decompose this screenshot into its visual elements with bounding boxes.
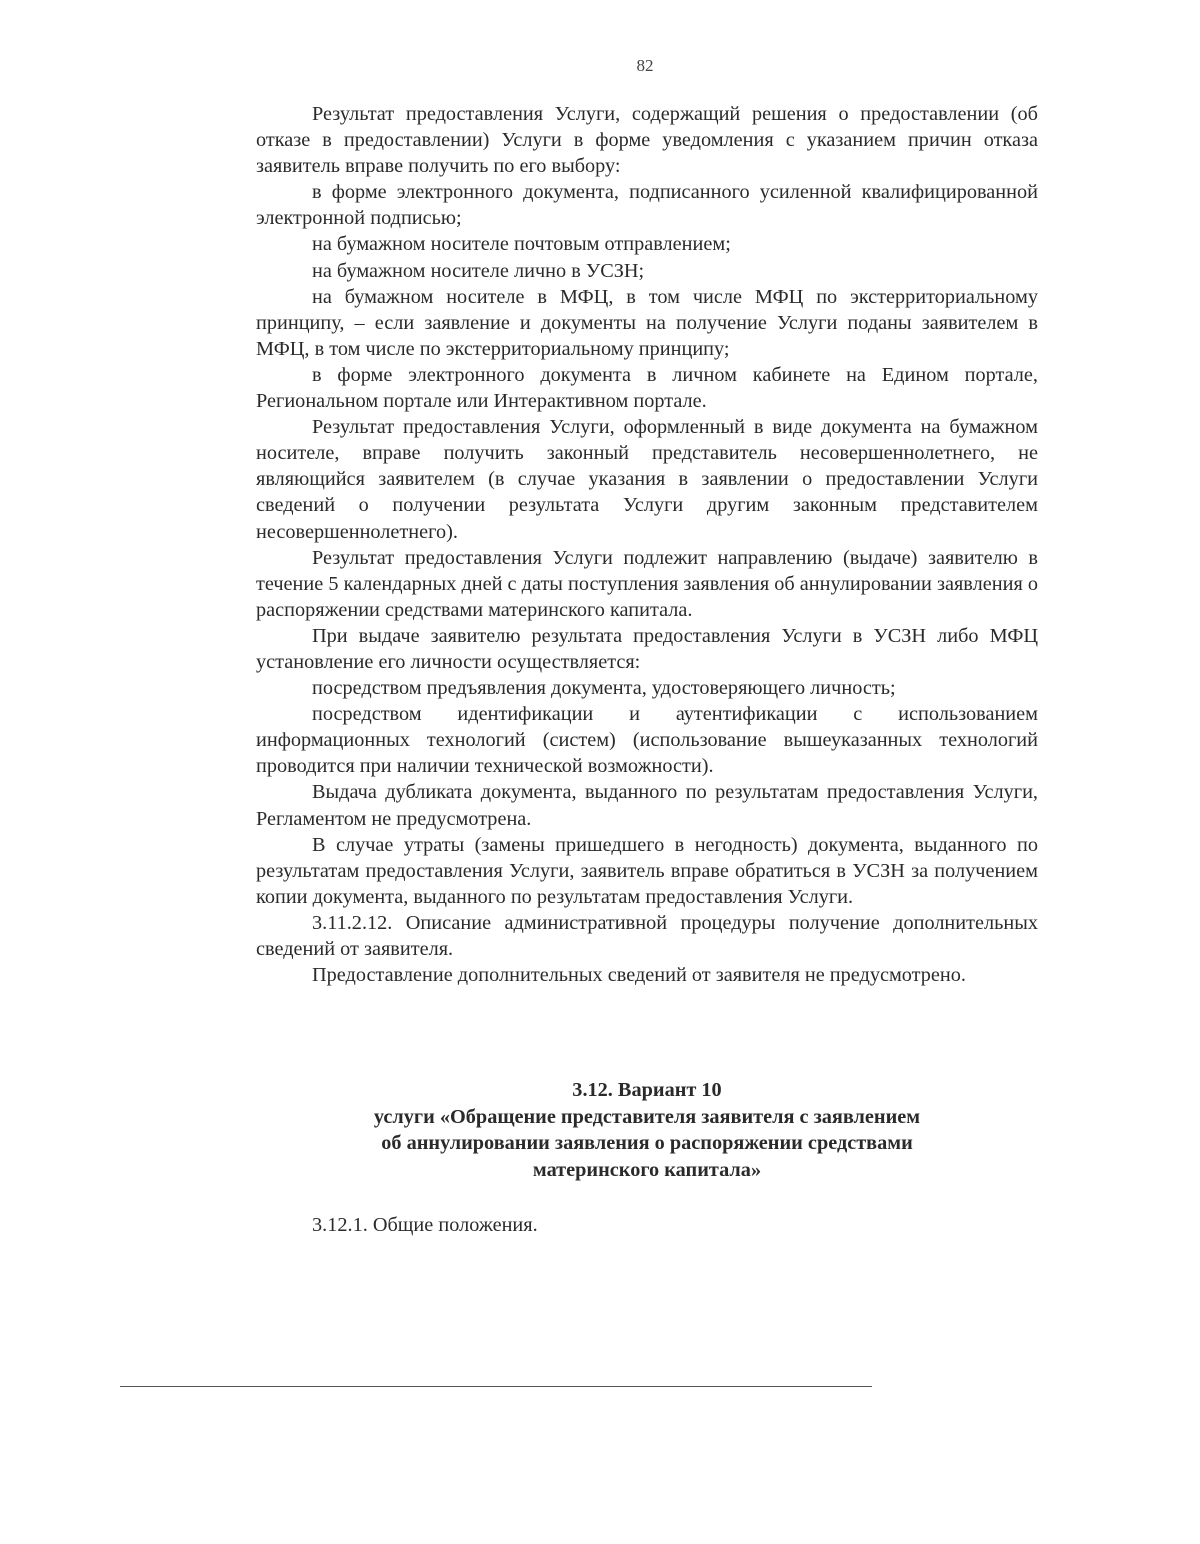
page-number: 82 [636,56,654,75]
paragraph: Результат предоставления Услуги подлежит направлению (выдаче) заявителю в течение 5 календарных дней с даты поступления заявления об аннулировании заявления о распоряжении средствами материнского капитала. [256,546,1038,621]
section-heading-line: материнского капитала» [532,1158,762,1181]
section-heading-line: 3.12. Вариант 10 [572,1079,722,1101]
paragraph: Предоставление дополнительных сведений от заявителя не предусмотрено. [312,964,967,987]
paragraph: посредством идентификации и аутентификации с использованием информационных технологий (систем) (использование вышеуказанных технологий проводится при наличии технической возможности). [256,703,1038,778]
section-heading-line: об аннулировании заявления о распоряжении средствами [381,1132,913,1154]
paragraph: на бумажном носителе лично в УСЗН; [312,259,645,282]
subsection-title: 3.12.1. Общие положения. [312,1214,538,1236]
paragraph: Результат предоставления Услуги, оформленный в виде документа на бумажном носителе, вправе получить законный представитель несовершеннолетнего, не являющийся заявителем (в случае указания в заявлении о предоставлении Услуги сведений о получении результата Услуги другим законным представителем несовершеннолетнего). [256,416,1038,543]
horizontal-rule [120,1386,872,1387]
section-heading-line: услуги «Обращение представителя заявителя с заявлением [373,1105,921,1128]
paragraph: Выдача дубликата документа, выданного по результатам предоставления Услуги, Регламентом не предусмотрена. [256,781,1038,830]
paragraph: В случае утраты (замены пришедшего в негодность) документа, выданного по результатам предоставления Услуги, заявитель вправе обратиться в УСЗН за получением копии документа, выданного по результатам предоставления Услуги. [256,833,1038,908]
paragraph: 3.11.2.12. Описание административной процедуры получение дополнительных сведений от заявителя. [256,911,1038,960]
paragraph: При выдаче заявителю результата предоставления Услуги в УСЗН либо МФЦ установление его личности осуществляется: [256,624,1038,673]
document-body [256,101,1038,988]
paragraph: посредством предъявления документа, удостоверяющего личность; [312,677,896,700]
paragraph: в форме электронного документа, подписанного усиленной квалифицированной электронной подписью; [256,181,1038,230]
paragraph: на бумажном носителе в МФЦ, в том числе МФЦ по экстерриториальному принципу, – если заявление и документы на получение Услуги поданы заявителем в МФЦ, в том числе по экстерриториальному принципу; [256,285,1038,360]
paragraph: в форме электронного документа в личном кабинете на Едином портале, Региональном портале или Интерактивном портале. [256,363,1038,413]
paragraph: на бумажном носителе почтовым отправлением; [312,233,731,256]
paragraph: Результат предоставления Услуги, содержащий решения о предоставлении (об отказе в предоставлении) Услуги в форме уведомления с указанием причин отказа заявитель вправе получить по его выбору: [256,103,1038,178]
section-heading [256,1077,1038,1183]
